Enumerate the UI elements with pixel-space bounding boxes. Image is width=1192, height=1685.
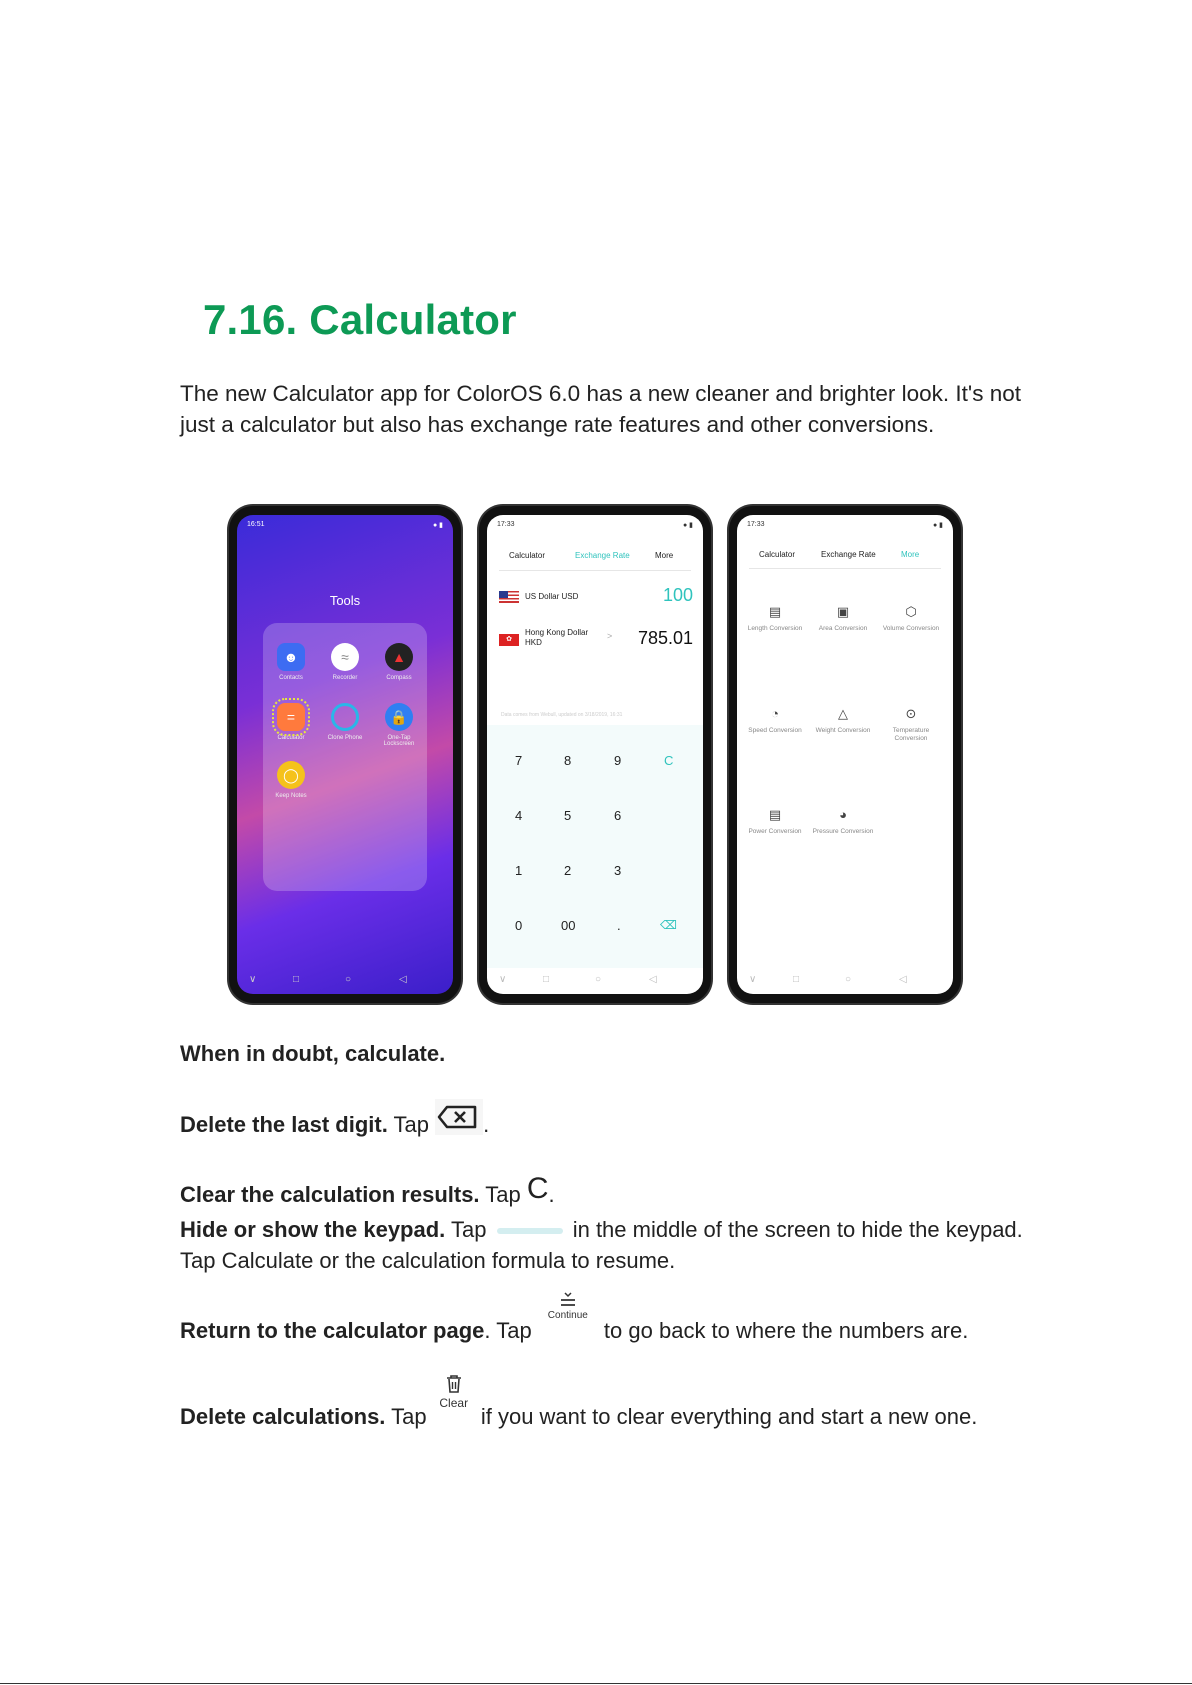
section-return-calculator: Return to the calculator page. Tap Continue to go back to where the numbers are. — [180, 1318, 968, 1344]
status-time: 17:33 — [497, 521, 515, 528]
nav-back-icon[interactable]: ◁ — [399, 974, 407, 985]
key-0[interactable]: 0 — [515, 918, 523, 933]
status-icons: ● ▮ — [432, 522, 443, 529]
app-contacts[interactable]: ☻ Contacts — [269, 643, 313, 681]
gauge-icon: ◕ — [839, 807, 847, 822]
key-5[interactable]: 5 — [564, 808, 572, 823]
section-clear-results: Clear the calculation results. Tap C. — [180, 1172, 555, 1207]
nav-home-icon[interactable]: ○ — [345, 974, 352, 985]
continue-icon: Continue — [538, 1292, 598, 1338]
area-icon: ▣ — [836, 604, 850, 619]
area-conversion[interactable]: ▣ Area Conversion — [818, 604, 868, 632]
nav-recent-icon[interactable]: □ — [293, 974, 300, 985]
length-conversion[interactable]: ▤ Length Conversion — [747, 604, 803, 632]
section-delete-calculations: Delete calculations. Tap Clear if you want to clear everything and start a new one. — [180, 1404, 977, 1430]
volume-conversion[interactable]: ⬡ Volume Conversion — [882, 604, 940, 632]
footer-rule — [0, 1683, 1192, 1684]
weight-conversion[interactable]: △ Weight Conversion — [815, 706, 871, 734]
pressure-conversion[interactable]: ◕ Pressure Conversion — [812, 807, 874, 835]
backspace-icon — [435, 1099, 483, 1135]
tab-more[interactable]: More — [901, 550, 920, 559]
weight-icon: △ — [838, 706, 848, 721]
phone-more-screenshot — [729, 506, 961, 1003]
key-3[interactable]: 3 — [614, 863, 622, 878]
section-hide-keypad: Hide or show the keypad. Tap in the middle of the screen to hide the keypad. Tap Calculate or the calculation formula to resume. — [180, 1217, 1023, 1273]
tab-exchange-rate[interactable]: Exchange Rate — [575, 551, 630, 560]
contacts-icon: ☻ — [277, 643, 305, 671]
us-flag-icon — [499, 591, 519, 603]
from-currency[interactable]: US Dollar USD — [525, 592, 579, 601]
app-clone-phone[interactable]: Clone Phone — [323, 703, 367, 741]
nav-down-icon[interactable]: ∨ — [749, 974, 757, 985]
nav-recent-icon[interactable]: □ — [543, 974, 550, 985]
temperature-conversion[interactable]: ⊙ Temperature Conversion — [892, 706, 930, 742]
status-time: 17:33 — [747, 521, 765, 528]
nav-back-icon[interactable]: ◁ — [649, 974, 657, 985]
app-calculator[interactable]: = Calculator — [269, 703, 313, 741]
app-compass[interactable]: ▲ Compass — [377, 643, 421, 681]
to-currency[interactable]: Hong Kong Dollar HKD — [525, 628, 589, 647]
keypad — [487, 725, 703, 968]
backspace-icon[interactable]: ⌫ — [660, 918, 677, 932]
section-calculate: When in doubt, calculate. — [180, 1041, 446, 1066]
hk-flag-icon: ✿ — [499, 634, 519, 646]
power-icon: ▤ — [768, 807, 782, 822]
key-decimal[interactable]: . — [617, 918, 621, 933]
clone-phone-icon — [331, 703, 359, 731]
key-4[interactable]: 4 — [515, 808, 523, 823]
tab-calculator[interactable]: Calculator — [509, 551, 546, 560]
key-8[interactable]: 8 — [564, 753, 572, 768]
status-icons: ● ▮ — [682, 522, 693, 529]
thermometer-icon: ⊙ — [905, 706, 917, 721]
status-time: 16:51 — [247, 521, 265, 528]
trash-icon: Clear — [433, 1374, 475, 1420]
key-9[interactable]: 9 — [614, 753, 622, 768]
speed-conversion[interactable]: ◔ Speed Conversion — [748, 706, 802, 734]
app-keep-notes[interactable]: ◯ Keep Notes — [269, 761, 313, 799]
intro-paragraph: The new Calculator app for ColorOS 6.0 has a new cleaner and brighter look. It's not just a calculator but also has exchange rate features and other conversions. — [180, 381, 1022, 437]
key-2[interactable]: 2 — [564, 863, 572, 878]
lightbulb-icon: ◯ — [277, 761, 305, 789]
clear-c-icon: C — [526, 1172, 549, 1205]
speedometer-icon: ◔ — [771, 706, 779, 721]
to-value: 785.01 — [637, 628, 693, 648]
key-7[interactable]: 7 — [515, 753, 523, 768]
key-6[interactable]: 6 — [614, 808, 622, 823]
folder-panel — [263, 623, 427, 891]
phone-exchange-screenshot — [479, 506, 711, 1003]
app-recorder[interactable]: ≈ Recorder — [323, 643, 367, 681]
power-conversion[interactable]: ▤ Power Conversion — [748, 807, 802, 835]
cube-icon: ⬡ — [905, 604, 917, 619]
tab-calculator[interactable]: Calculator — [759, 550, 796, 559]
key-clear[interactable]: C — [664, 753, 674, 768]
nav-down-icon[interactable]: ∨ — [249, 974, 257, 985]
keypad-handle-icon — [497, 1228, 563, 1234]
phone-home-screenshot — [229, 506, 461, 1003]
recorder-icon: ≈ — [331, 643, 359, 671]
nav-down-icon[interactable]: ∨ — [499, 974, 507, 985]
page-title: 7.16. Calculator — [203, 296, 517, 343]
folder-title: Tools — [329, 593, 361, 608]
key-00[interactable]: 00 — [561, 918, 576, 933]
tab-more[interactable]: More — [655, 551, 674, 560]
tab-exchange-rate[interactable]: Exchange Rate — [821, 550, 876, 559]
calculator-icon: = — [277, 703, 305, 731]
status-icons: ● ▮ — [932, 522, 943, 529]
nav-back-icon[interactable]: ◁ — [899, 974, 907, 985]
chevron-right-icon: > — [607, 631, 613, 641]
from-value[interactable]: 100 — [662, 585, 693, 605]
section-delete-digit: Delete the last digit. Tap . — [180, 1112, 489, 1138]
nav-recent-icon[interactable]: □ — [793, 974, 800, 985]
data-source-note: Data comes from Webull, updated on 3/18/2019, 16:31 — [501, 712, 623, 718]
ruler-icon: ▤ — [768, 604, 782, 619]
key-1[interactable]: 1 — [515, 863, 523, 878]
lock-icon: 🔒 — [385, 703, 413, 731]
app-one-tap-lockscreen[interactable]: 🔒 One-Tap Lockscreen — [377, 703, 421, 747]
nav-home-icon[interactable]: ○ — [595, 974, 602, 985]
compass-icon: ▲ — [385, 643, 413, 671]
nav-home-icon[interactable]: ○ — [845, 974, 852, 985]
